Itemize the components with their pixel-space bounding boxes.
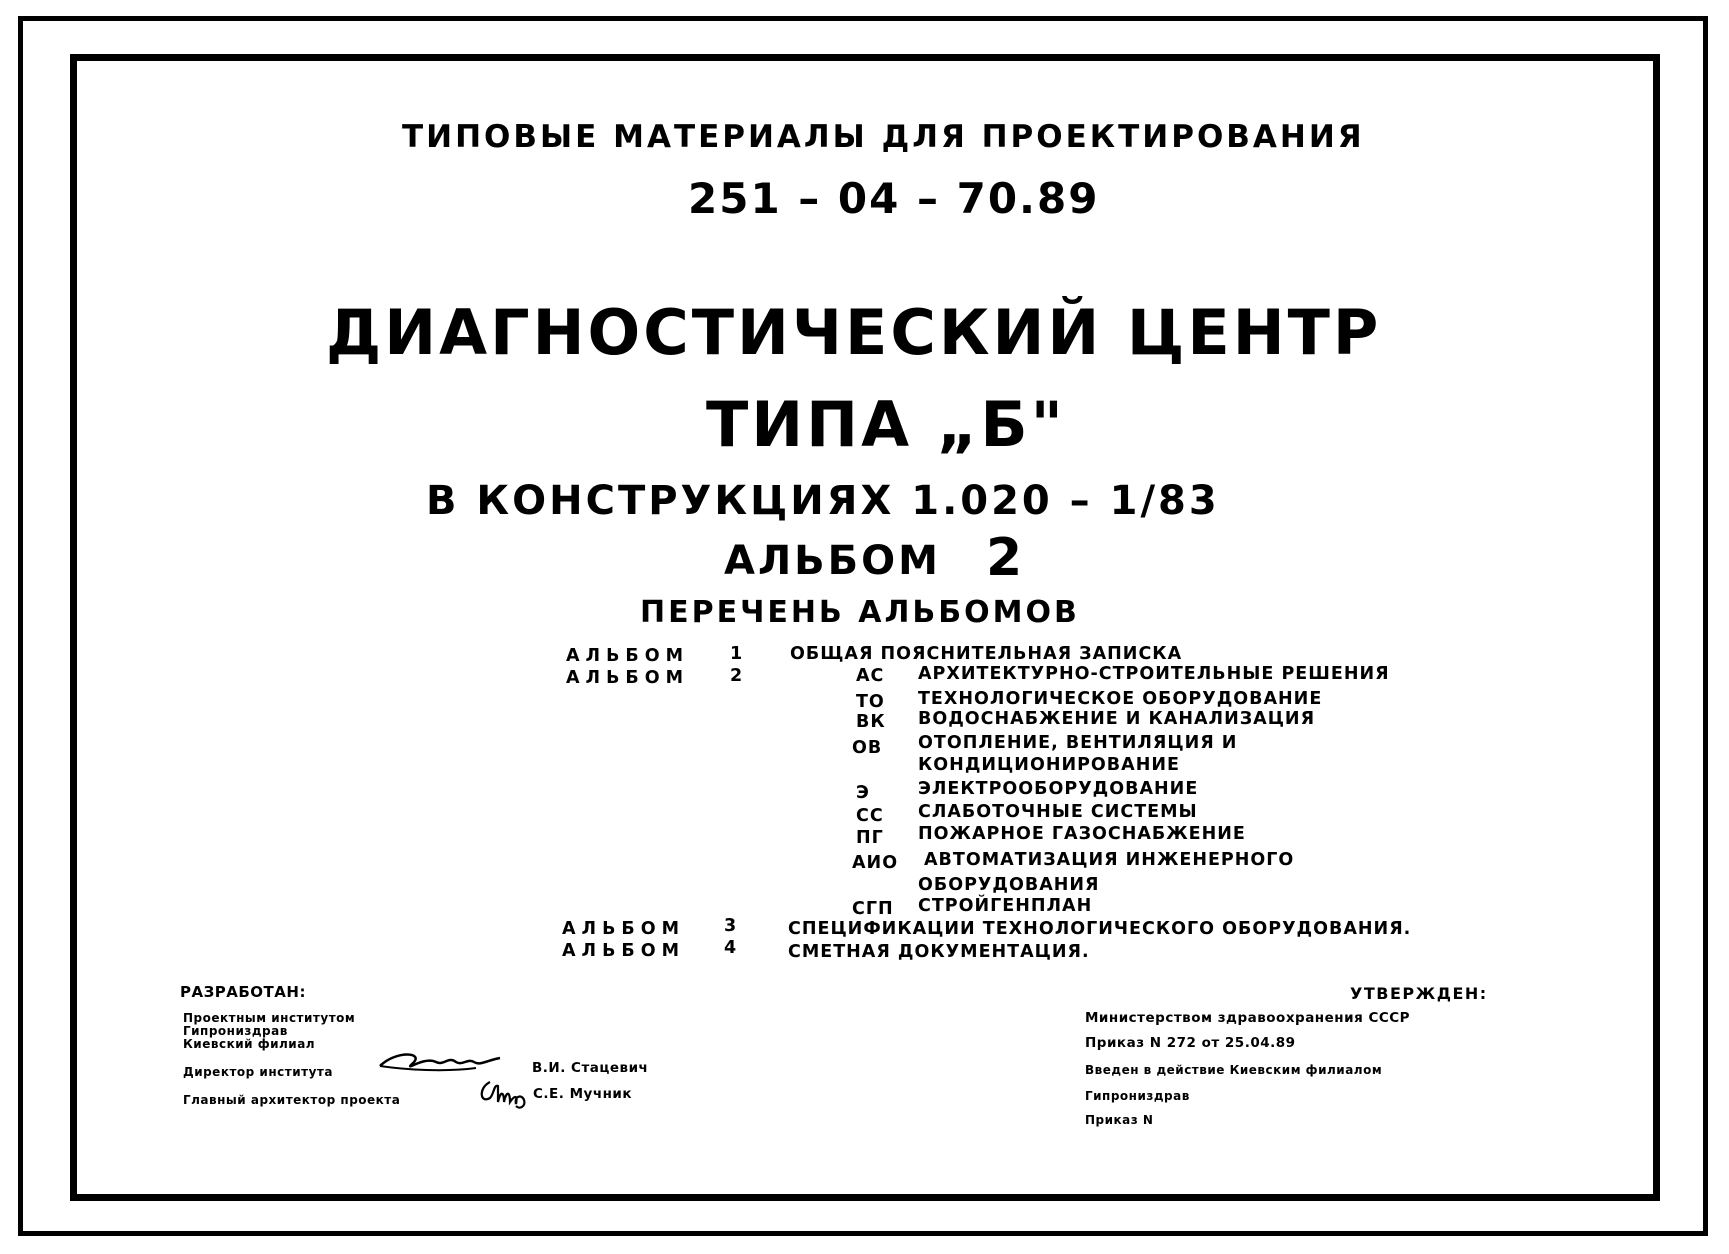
album-3-label: АЛЬБОМ	[562, 919, 686, 939]
section-text-aio: АВТОМАТИЗАЦИЯ ИНЖЕНЕРНОГО	[924, 850, 1295, 870]
section-code-aio: АИО	[852, 853, 899, 873]
main-title-line1: ДИАГНОСТИЧЕСКИЙ ЦЕНТР	[326, 296, 1382, 369]
architect-role: Главный архитектор проекта	[183, 1093, 401, 1107]
album-4-number: 4	[724, 938, 738, 958]
section-code-ss: СС	[856, 806, 884, 826]
section-text-ss: СЛАБОТОЧНЫЕ СИСТЕМЫ	[918, 802, 1198, 822]
section-code-e: Э	[856, 783, 870, 803]
album-1-number: 1	[730, 644, 744, 664]
section-text-aio-cont: ОБОРУДОВАНИЯ	[918, 875, 1100, 895]
section-code-ov: ОВ	[852, 738, 883, 758]
approved-line-2: Приказ N 272 от 25.04.89	[1085, 1035, 1296, 1051]
album-2-label: АЛЬБОМ	[566, 668, 690, 688]
album-3-text: СПЕЦИФИКАЦИИ ТЕХНОЛОГИЧЕСКОГО ОБОРУДОВАНИЯ.	[788, 919, 1412, 939]
section-text-sgp: СТРОЙГЕНПЛАН	[918, 896, 1093, 916]
developed-org-1: Проектным институтом	[183, 1011, 356, 1025]
approved-line-1: Министерством здравоохранения СССР	[1085, 1010, 1411, 1026]
constructions-line: В КОНСТРУКЦИЯХ 1.020 – 1/83	[426, 478, 1220, 524]
main-title-line2: ТИПА „Б"	[706, 388, 1066, 461]
architect-name: С.Е. Мучник	[533, 1086, 633, 1102]
section-text-vk: ВОДОСНАБЖЕНИЕ И КАНАЛИЗАЦИЯ	[918, 709, 1316, 729]
approved-line-3: Введен в действие Киевским филиалом	[1085, 1063, 1383, 1077]
album-3-number: 3	[724, 916, 738, 936]
album-4-text: СМЕТНАЯ ДОКУМЕНТАЦИЯ.	[788, 942, 1090, 962]
director-name: В.И. Стацевич	[532, 1060, 649, 1076]
developed-label: РАЗРАБОТАН:	[180, 983, 306, 1001]
album-1-label: АЛЬБОМ	[566, 646, 690, 666]
section-text-ov-cont: КОНДИЦИОНИРОВАНИЕ	[918, 755, 1180, 775]
section-text-ov: ОТОПЛЕНИЕ, ВЕНТИЛЯЦИЯ И	[918, 733, 1238, 753]
section-text-to: ТЕХНОЛОГИЧЕСКОЕ ОБОРУДОВАНИЕ	[918, 689, 1323, 709]
section-code-sgp: СГП	[852, 899, 894, 919]
series-title: ТИПОВЫЕ МАТЕРИАЛЫ ДЛЯ ПРОЕКТИРОВАНИЯ	[402, 119, 1365, 155]
developed-org-3: Киевский филиал	[183, 1037, 316, 1051]
albums-list-heading: ПЕРЕЧЕНЬ АЛЬБОМОВ	[640, 595, 1080, 630]
section-code-pg: ПГ	[856, 828, 884, 848]
developed-org-2: Гипрониздрав	[183, 1024, 288, 1038]
approved-label: УТВЕРЖДЕН:	[1350, 984, 1488, 1003]
album-label: АЛЬБОМ	[724, 538, 941, 584]
section-text-as: АРХИТЕКТУРНО-СТРОИТЕЛЬНЫЕ РЕШЕНИЯ	[918, 664, 1390, 684]
section-code-to: ТО	[856, 692, 885, 712]
album-4-label: АЛЬБОМ	[562, 941, 686, 961]
director-role: Директор института	[183, 1065, 333, 1079]
approved-line-5: Приказ N	[1085, 1113, 1154, 1127]
approved-line-4: Гипрониздрав	[1085, 1089, 1190, 1103]
album-number: 2	[986, 528, 1023, 588]
section-text-e: ЭЛЕКТРООБОРУДОВАНИЕ	[918, 779, 1199, 799]
architect-signature	[476, 1076, 532, 1110]
director-signature	[376, 1044, 506, 1078]
album-2-number: 2	[730, 666, 744, 686]
document-code: 251 – 04 – 70.89	[688, 174, 1100, 223]
section-code-as: АС	[856, 666, 885, 686]
album-1-text: ОБЩАЯ ПОЯСНИТЕЛЬНАЯ ЗАПИСКА	[790, 644, 1183, 664]
section-text-pg: ПОЖАРНОЕ ГАЗОСНАБЖЕНИЕ	[918, 824, 1246, 844]
section-code-vk: ВК	[856, 712, 886, 732]
